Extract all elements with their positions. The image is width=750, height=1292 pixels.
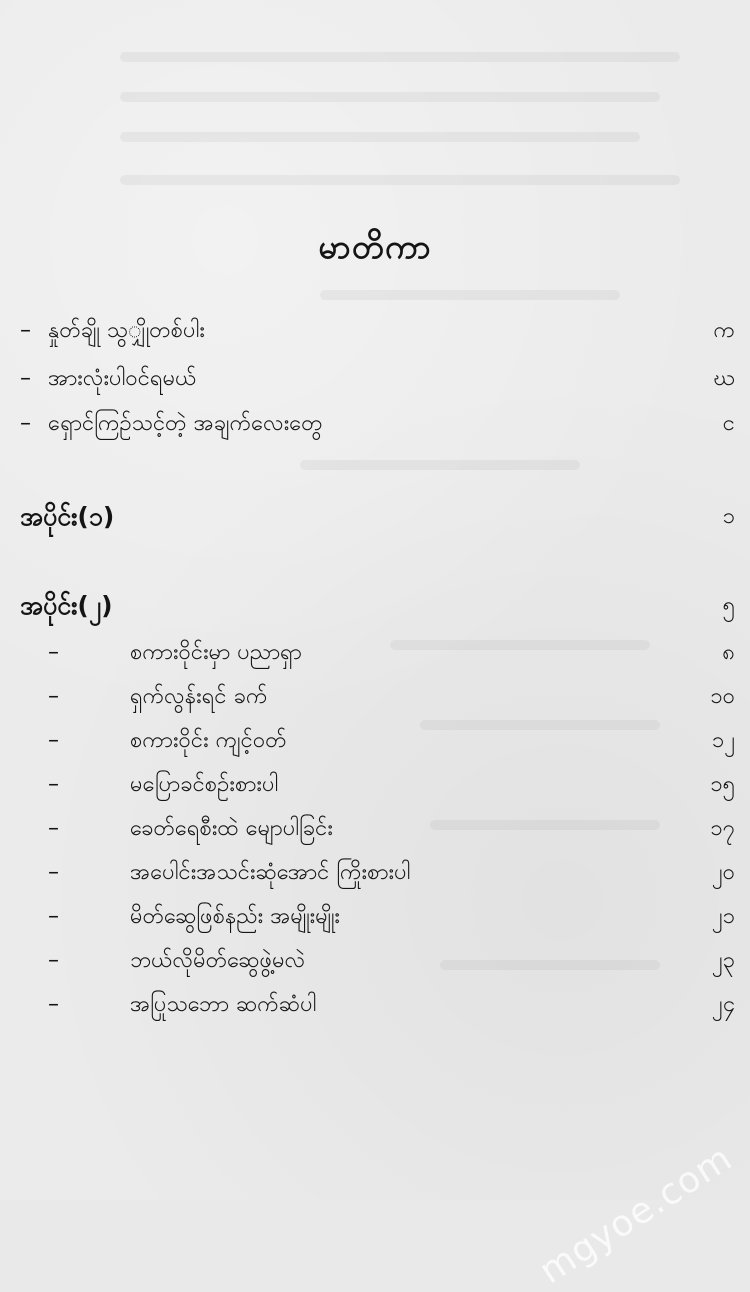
toc-subentry[interactable] <box>0 765 750 805</box>
entry-label: နှုတ်ချို သွျှိုတစ်ပါး <box>48 318 205 343</box>
entry-label: အားလုံးပါဝင်ရမယ် <box>48 366 197 391</box>
entry-dash: – <box>20 411 31 436</box>
toc-part-heading[interactable] <box>0 586 750 626</box>
entry-label: ခေတ်ရေစီးထဲ မျောပါခြင်း <box>130 816 333 841</box>
entry-dash: – <box>48 772 59 797</box>
entry-label: စကားဝိုင်း ကျင့်ဝတ် <box>130 728 287 753</box>
entry-page-number: က <box>713 318 735 343</box>
toc-entry[interactable] <box>0 311 750 351</box>
toc-subentry[interactable] <box>0 809 750 849</box>
entry-page-number: ၁၅ <box>710 772 735 797</box>
entry-dash: – <box>48 860 59 885</box>
entry-dash: – <box>20 366 31 391</box>
entry-page-number: ၈ <box>722 640 735 665</box>
part-label: အပိုင်း(၁) <box>20 502 115 531</box>
entry-page-number: ဃ <box>713 366 735 391</box>
entry-page-number: ၂၁ <box>711 904 735 929</box>
watermark: mgyoe.com <box>532 1137 740 1292</box>
entry-dash: – <box>48 992 59 1017</box>
toc-entry[interactable] <box>0 359 750 399</box>
entry-dash: – <box>48 816 59 841</box>
bleed-line <box>320 290 620 300</box>
part-label: အပိုင်း(၂) <box>20 591 113 620</box>
entry-page-number: ၁၇ <box>710 816 735 841</box>
bleed-line <box>120 175 680 185</box>
bleed-line <box>120 132 640 142</box>
entry-dash: – <box>48 948 59 973</box>
toc-subentry[interactable] <box>0 853 750 893</box>
entry-label: ဘယ်လိုမိတ်ဆွေဖွဲ့မလဲ <box>130 948 306 973</box>
bleed-line <box>300 460 580 470</box>
entry-label: ရှောင်ကြဉ်သင့်တဲ့ အချက်လေးတွေ <box>48 411 323 436</box>
toc-subentry[interactable] <box>0 721 750 761</box>
part-page-number: ၁ <box>722 504 735 529</box>
bleed-line <box>120 52 680 62</box>
toc-subentry[interactable] <box>0 633 750 673</box>
entry-dash: – <box>48 728 59 753</box>
entry-page-number: ၁၀ <box>710 684 735 709</box>
entry-page-number: ၂၄ <box>711 992 735 1017</box>
part-page-number: ၅ <box>722 593 735 618</box>
toc-subentry[interactable] <box>0 941 750 981</box>
toc-entry[interactable] <box>0 404 750 444</box>
entry-dash: – <box>48 640 59 665</box>
entry-page-number: ၁၂ <box>711 728 735 753</box>
toc-part-heading[interactable] <box>0 497 750 537</box>
entry-label: ရှက်လွန်းရင် ခက် <box>130 684 268 709</box>
entry-label: မိတ်ဆွေဖြစ်နည်း အမျိုးမျိုး <box>130 904 340 929</box>
toc-subentry[interactable] <box>0 677 750 717</box>
entry-dash: – <box>48 684 59 709</box>
entry-dash: – <box>48 904 59 929</box>
entry-label: စကားဝိုင်းမှာ ပညာရှာ <box>130 640 302 665</box>
entry-page-number: င <box>722 411 735 436</box>
entry-page-number: ၂၃ <box>711 948 735 973</box>
toc-subentry[interactable] <box>0 897 750 937</box>
entry-label: မပြောခင်စဉ်းစားပါ <box>130 772 279 797</box>
bleed-line <box>120 92 660 102</box>
entry-label: အပြုသဘော ဆက်ဆံပါ <box>130 992 317 1017</box>
page-title: မာတိကာ <box>318 227 432 266</box>
entry-label: အပေါင်းအသင်းဆုံအောင် ကြိုးစားပါ <box>130 860 411 885</box>
entry-page-number: ၂၀ <box>711 860 735 885</box>
toc-subentry[interactable] <box>0 985 750 1025</box>
entry-dash: – <box>20 318 31 343</box>
